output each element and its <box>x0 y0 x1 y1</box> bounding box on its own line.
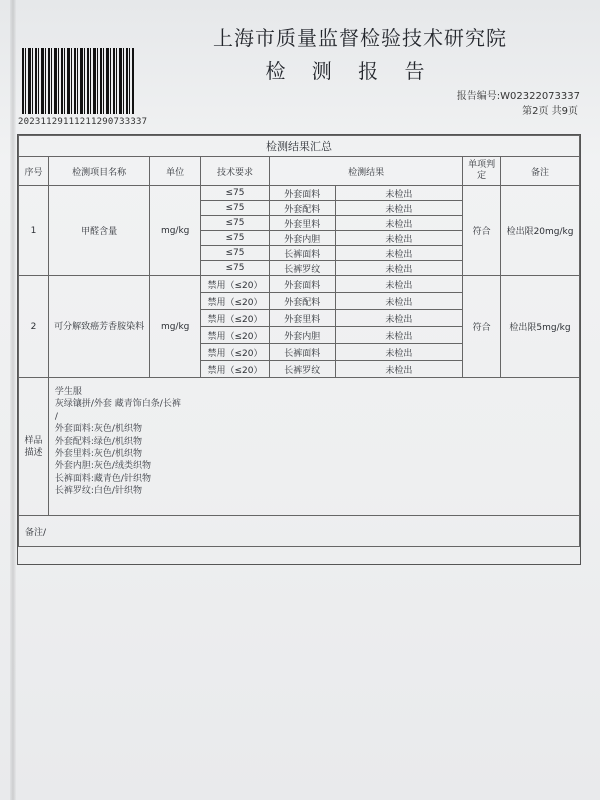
requirement-cell: ≤75 <box>201 201 270 216</box>
requirement-cell: 禁用（≤20） <box>201 276 270 293</box>
item-name: 可分解致癌芳香胺染料 <box>48 276 149 378</box>
sample-line: 长裤罗纹:白色/针织物 <box>54 486 142 497</box>
part-cell: 长裤罗纹 <box>269 261 335 276</box>
part-cell: 外套内胆 <box>269 231 335 246</box>
page-number: 第2页 共9页 <box>522 106 578 117</box>
sample-line: 灰绿镶拼/外套 藏青饰白条/长裤 <box>54 399 181 410</box>
requirement-cell: ≤75 <box>201 261 270 276</box>
result-cell: 未检出 <box>335 201 463 216</box>
document-title: 检 测 报 告 <box>265 59 435 83</box>
remarks-cell <box>19 516 580 547</box>
remarks-value: / <box>43 527 47 538</box>
sample-label: 样品描述 <box>19 378 49 516</box>
result-cell: 未检出 <box>335 344 463 361</box>
col-header-item: 检测项目名称 <box>48 157 149 186</box>
sample-line: 外套内胆:灰色/绒类织物 <box>54 461 151 472</box>
page-fold-shadow <box>10 0 16 800</box>
sample-line: 外套配料:绿色/机织物 <box>54 436 142 447</box>
judgement-cell: 符合 <box>463 276 501 378</box>
barcode-number: 20231129111211290733337 <box>18 117 148 127</box>
col-header-unit: 单位 <box>150 157 201 186</box>
sample-line: 外套面料:灰色/机织物 <box>54 424 142 435</box>
sample-line: 长裤面料:藏青色/针织物 <box>54 473 151 484</box>
institute-name: 上海市质量监督检验技术研究院 <box>213 26 507 50</box>
item-unit: mg/kg <box>150 186 201 276</box>
part-cell: 长裤罗纹 <box>269 361 335 378</box>
result-cell: 未检出 <box>335 216 463 231</box>
result-cell: 未检出 <box>335 186 463 201</box>
result-cell: 未检出 <box>335 327 463 344</box>
part-cell: 长裤面料 <box>269 246 335 261</box>
part-cell: 外套里料 <box>269 216 335 231</box>
sample-description <box>48 378 579 516</box>
judgement-cell: 符合 <box>463 186 501 276</box>
requirement-cell: 禁用（≤20） <box>201 327 270 344</box>
remarks-label: 备注 <box>25 527 44 538</box>
result-cell: 未检出 <box>335 361 463 378</box>
result-cell: 未检出 <box>335 246 463 261</box>
part-cell: 长裤面料 <box>269 344 335 361</box>
results-table-container <box>17 134 581 565</box>
part-cell: 外套配料 <box>269 201 335 216</box>
sample-line: 学生服 <box>54 387 82 397</box>
requirement-cell: ≤75 <box>201 186 270 201</box>
table-row <box>19 276 580 293</box>
requirement-cell: 禁用（≤20） <box>201 293 270 310</box>
requirement-cell: ≤75 <box>201 216 270 231</box>
requirement-cell: 禁用（≤20） <box>201 344 270 361</box>
part-cell: 外套里料 <box>269 310 335 327</box>
part-cell: 外套面料 <box>269 276 335 293</box>
item-unit: mg/kg <box>150 276 201 378</box>
part-cell: 外套配料 <box>269 293 335 310</box>
requirement-cell: ≤75 <box>201 246 270 261</box>
result-cell: 未检出 <box>335 231 463 246</box>
col-header-remark: 备注 <box>501 157 580 186</box>
result-cell: 未检出 <box>335 293 463 310</box>
result-cell: 未检出 <box>335 276 463 293</box>
results-table <box>18 135 580 547</box>
result-cell: 未检出 <box>335 261 463 276</box>
report-number: 报告编号:W02322073337 <box>456 91 580 102</box>
part-cell: 外套内胆 <box>269 327 335 344</box>
table-row <box>19 186 580 201</box>
remarks-row <box>19 516 580 547</box>
item-no: 1 <box>19 186 49 276</box>
part-cell: 外套面料 <box>269 186 335 201</box>
table-title: 检测结果汇总 <box>19 136 580 157</box>
item-no: 2 <box>19 276 49 378</box>
sample-line: / <box>54 411 58 422</box>
col-header-result: 检测结果 <box>269 157 462 186</box>
col-header-requirement: 技术要求 <box>201 157 270 186</box>
col-header-no: 序号 <box>19 157 49 186</box>
remark-cell: 检出限20mg/kg <box>501 186 580 276</box>
requirement-cell: 禁用（≤20） <box>201 361 270 378</box>
sample-row <box>19 378 580 516</box>
item-name: 甲醛含量 <box>48 186 149 276</box>
remark-cell: 检出限5mg/kg <box>501 276 580 378</box>
result-cell: 未检出 <box>335 310 463 327</box>
sample-line: 外套里料:灰色/机织物 <box>54 449 142 460</box>
barcode-image <box>22 48 134 114</box>
col-header-judgement: 单项判定 <box>463 157 501 186</box>
requirement-cell: ≤75 <box>201 231 270 246</box>
requirement-cell: 禁用（≤20） <box>201 310 270 327</box>
